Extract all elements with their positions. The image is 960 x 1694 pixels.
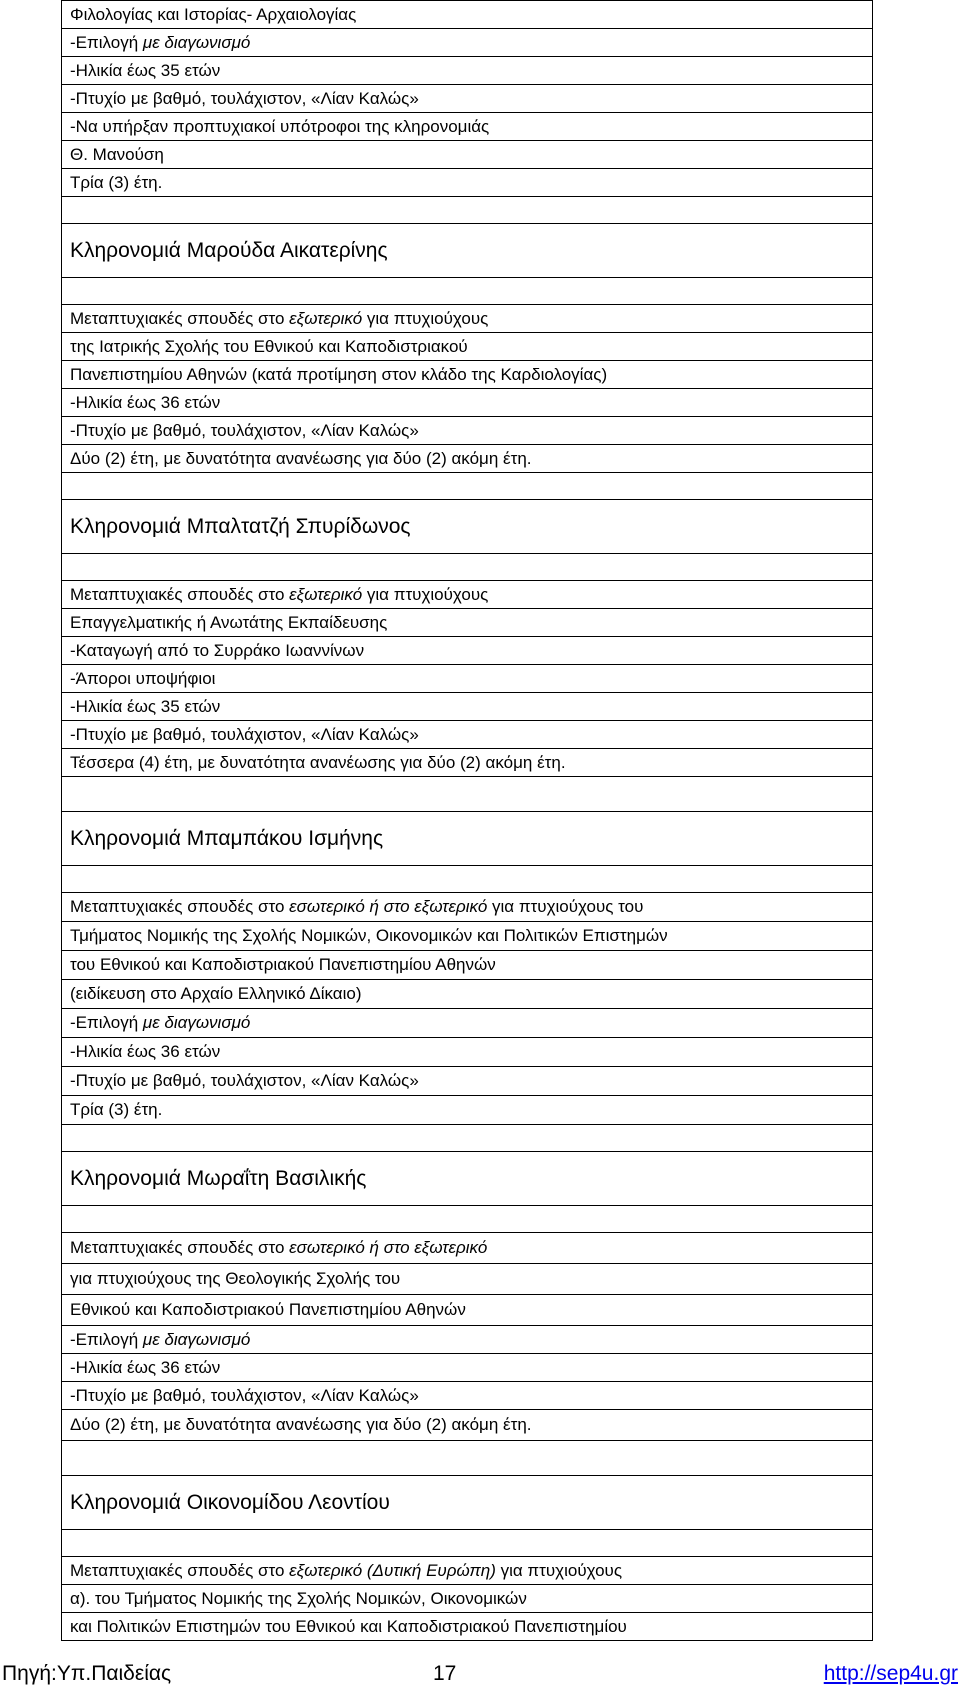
text-line: -Επιλογή με διαγωνισμό [62,1009,873,1038]
empty-row [62,866,873,893]
empty-row [62,1441,873,1476]
italic-text: εσωτερικό ή στο εξωτερικό [289,1238,488,1257]
empty-row [62,1206,873,1233]
text-line: Πανεπιστημίου Αθηνών (κατά προτίμηση στον κλάδο της Καρδιολογίας) [62,361,873,389]
text-line: (ειδίκευση στο Αρχαίο Ελληνικό Δίκαιο) [62,980,873,1009]
document-table [61,0,873,1641]
text-line: Θ. Μανούση [62,141,873,169]
italic-text: με διαγωνισμό [142,1013,251,1032]
italic-text: με διαγωνισμό [142,1329,251,1349]
text-line: Τμήματος Νομικής της Σχολής Νομικών, Οικονομικών και Πολιτικών Επιστημών [62,922,873,951]
text-line: Επαγγελματικής ή Ανωτάτης Εκπαίδευσης [62,609,873,637]
text-line: -Άποροι υποψήφιοι [62,665,873,693]
italic-text: εσωτερικό ή στο εξωτερικό [289,897,488,916]
empty-row [62,473,873,500]
text-line: -Πτυχίο με βαθμό, τουλάχιστον, «Λίαν Καλώς» [62,85,873,113]
text-line: -Ηλικία έως 36 ετών [62,1038,873,1067]
text-line: -Πτυχίο με βαθμό, τουλάχιστον, «Λίαν Καλώς» [62,417,873,445]
section-title: Κληρονομιά Οικονομίδου Λεοντίου [62,1476,873,1530]
italic-text: εξωτερικό (Δυτική Ευρώπη) [289,1560,496,1580]
section-title: Κληρονομιά Μωραΐτη Βασιλικής [62,1152,873,1206]
text-line: του Εθνικού και Καποδιστριακού Πανεπιστημίου Αθηνών [62,951,873,980]
empty-row [62,554,873,581]
text-line: -Ηλικία έως 35 ετών [62,693,873,721]
text-line: -Πτυχίο με βαθμό, τουλάχιστον, «Λίαν Καλώς» [62,721,873,749]
text-line: Δύο (2) έτη, με δυνατότητα ανανέωσης για δύο (2) ακόμη έτη. [62,1410,873,1441]
text-line: Μεταπτυχιακές σπουδές στο εξωτερικό για πτυχιούχους [62,305,873,333]
empty-row [62,278,873,305]
source-link[interactable]: http://sep4u.gr [823,1662,958,1685]
section-title: Κληρονομιά Μαρούδα Αικατερίνης [62,224,873,278]
empty-row [62,777,873,812]
text-line: -Ηλικία έως 35 ετών [62,57,873,85]
italic-text: εξωτερικό [289,584,363,604]
text-line: -Ηλικία έως 36 ετών [62,389,873,417]
section-title: Κληρονομιά Μπαμπάκου Ισμήνης [62,812,873,866]
empty-row [62,1530,873,1557]
text-line: -Καταγωγή από το Συρράκο Ιωαννίνων [62,637,873,665]
text-line: Μεταπτυχιακές σπουδές στο εξωτερικό για πτυχιούχους [62,581,873,609]
text-line: -Επιλογή με διαγωνισμό [62,29,873,57]
text-line: Τρία (3) έτη. [62,1096,873,1125]
italic-text: εξωτερικό [289,308,363,328]
section-title: Κληρονομιά Μπαλτατζή Σπυρίδωνος [62,500,873,554]
empty-row [62,1125,873,1152]
text-line: Μεταπτυχιακές σπουδές στο εσωτερικό ή στο εξωτερικό [62,1233,873,1264]
text-line: Φιλολογίας και Ιστορίας- Αρχαιολογίας [62,1,873,29]
text-line: και Πολιτικών Επιστημών του Εθνικού και Καποδιστριακού Πανεπιστημίου [62,1613,873,1641]
empty-row [62,197,873,224]
text-line: -Να υπήρξαν προπτυχιακοί υπότροφοι της κληρονομιάς [62,113,873,141]
text-line: -Πτυχίο με βαθμό, τουλάχιστον, «Λίαν Καλώς» [62,1382,873,1410]
text-line: α). του Τμήματος Νομικής της Σχολής Νομικών, Οικονομικών [62,1585,873,1613]
footer-source: Πηγή:Υπ.Παιδείας [2,1662,172,1685]
text-line: Τέσσερα (4) έτη, με δυνατότητα ανανέωσης για δύο (2) ακόμη έτη. [62,749,873,777]
text-line: Εθνικού και Καποδιστριακού Πανεπιστημίου Αθηνών [62,1295,873,1326]
page-number: 17 [433,1662,457,1685]
text-line: της Ιατρικής Σχολής του Εθνικού και Καποδιστριακού [62,333,873,361]
text-line: Δύο (2) έτη, με δυνατότητα ανανέωσης για δύο (2) ακόμη έτη. [62,445,873,473]
italic-text: με διαγωνισμό [142,32,251,52]
text-line: Μεταπτυχιακές σπουδές στο εξωτερικό (Δυτική Ευρώπη) για πτυχιούχους [62,1557,873,1585]
text-line: -Επιλογή με διαγωνισμό [62,1326,873,1354]
text-line: Μεταπτυχιακές σπουδές στο εσωτερικό ή στο εξωτερικό για πτυχιούχους του [62,893,873,922]
text-line: -Πτυχίο με βαθμό, τουλάχιστον, «Λίαν Καλώς» [62,1067,873,1096]
text-line: για πτυχιούχους της Θεολογικής Σχολής του [62,1264,873,1295]
text-line: Τρία (3) έτη. [62,169,873,197]
text-line: -Ηλικία έως 36 ετών [62,1354,873,1382]
